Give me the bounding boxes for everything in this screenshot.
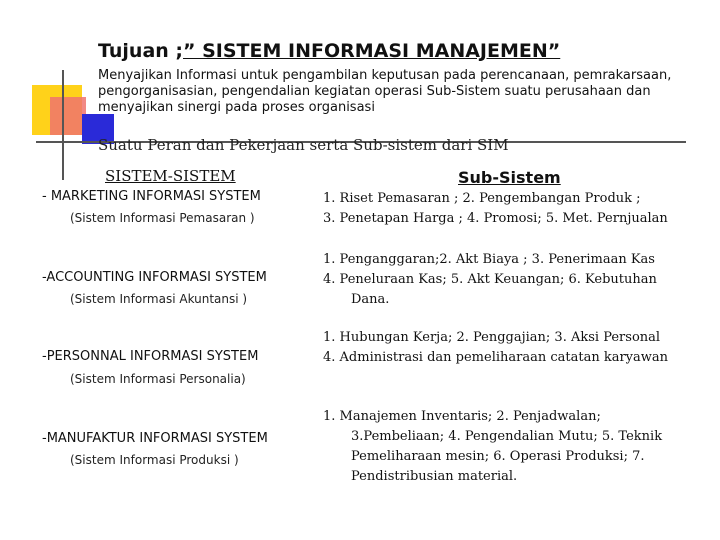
subsystem-line: 4. Peneluraan Kas; 5. Akt Keuangan; 6. Kebutuhan — [323, 272, 657, 287]
subsystem-line: 1. Hubungan Kerja; 2. Penggajian; 3. Aksi Personal — [323, 330, 661, 345]
title-main: ” SISTEM INFORMASI MANAJEMEN” — [183, 40, 561, 62]
subsystem-line: Dana. — [351, 292, 390, 307]
subsystem-list — [323, 250, 703, 310]
subsystem-line: 1. Penganggaran;2. Akt Biaya ; 3. Penerimaan Kas — [323, 252, 655, 267]
intro-text: Menyajikan Informasi untuk pengambilan keputusan pada perencanaan, pemrakarsaan, pengorganisasian, pengendalian kegiatan operasi Sub-Sistem suatu perusahaan dan menyajikan sinergi pada proses organisasi — [98, 68, 672, 115]
subsystem-line: Pemeliharaan mesin; 6. Operasi Produksi; 7. — [351, 449, 645, 464]
system-subtitle: (Sistem Informasi Produksi ) — [70, 453, 239, 467]
subsystem-line: 1. Manajemen Inventaris; 2. Penjadwalan; — [323, 409, 601, 424]
subsystem-line: Pendistribusian material. — [351, 469, 518, 484]
subsystem-list — [323, 407, 703, 487]
subsystem-line: 3. Penetapan Harga ; 4. Promosi; 5. Met. Pernjualan — [323, 211, 668, 226]
system-name: -PERSONNAL INFORMASI SYSTEM — [42, 349, 259, 364]
system-name: - MARKETING INFORMASI SYSTEM — [42, 189, 261, 204]
system-subtitle: (Sistem Informasi Pemasaran ) — [70, 211, 255, 225]
subsystem-line: 3.Pembeliaan; 4. Pengendalian Mutu; 5. Teknik — [351, 429, 663, 444]
subsystem-list — [323, 189, 703, 229]
slide-title — [98, 40, 560, 62]
subsystem-list — [323, 328, 703, 368]
decor-vertical-line — [62, 70, 64, 180]
decor-red-square — [50, 97, 86, 135]
system-name: -ACCOUNTING INFORMASI SYSTEM — [42, 270, 267, 285]
system-subtitle: (Sistem Informasi Akuntansi ) — [70, 292, 248, 306]
system-name: -MANUFAKTUR INFORMASI SYSTEM — [42, 431, 268, 446]
systems-column-header: SISTEM-SISTEM — [105, 167, 236, 185]
title-prefix: Tujuan ; — [98, 40, 183, 62]
slide-subtitle: Suatu Peran dan Pekerjaan serta Sub-sistem dari SIM — [98, 136, 509, 154]
subsystem-line: 1. Riset Pemasaran ; 2. Pengembangan Produk ; — [323, 191, 641, 206]
system-subtitle: (Sistem Informasi Personalia) — [70, 372, 246, 386]
subsystems-column-header: Sub-Sistem — [458, 168, 561, 187]
subsystem-line: 4. Administrasi dan pemeliharaan catatan karyawan — [323, 350, 669, 365]
